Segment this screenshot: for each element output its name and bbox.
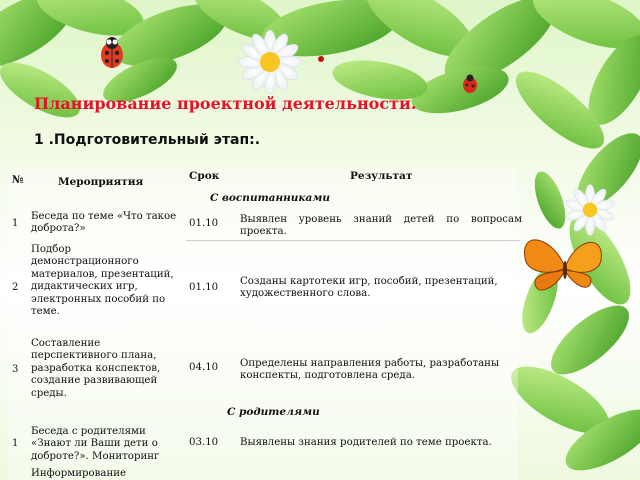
row-activity: Информирование: [31, 468, 127, 479]
row-term: 04.10: [189, 362, 219, 373]
row-num: 2: [12, 282, 19, 293]
header-result: Результат: [350, 170, 413, 182]
row-num: 1: [12, 218, 19, 229]
decorative-dot: [318, 56, 324, 62]
row-result: Определены направления работы, разработаны конспекты, подготовлена среда.: [240, 358, 500, 382]
row-result: Выявлены знания родителей по теме проекта.: [240, 437, 492, 448]
section-children: С воспитанниками: [210, 192, 330, 204]
header-activities: Мероприятия: [58, 176, 144, 188]
row-activity: Беседа по теме «Что такое доброта?»: [31, 211, 177, 235]
row-divider: [186, 240, 520, 241]
row-num: 3: [12, 364, 19, 375]
section-parents: С родителями: [227, 406, 320, 418]
row-activity: Составление перспективного плана, разработка конспектов, создание развивающей среды.: [31, 338, 161, 399]
row-term: 01.10: [189, 218, 219, 229]
row-term: 03.10: [189, 437, 219, 448]
header-num: №: [12, 174, 24, 186]
header-term: Срок: [189, 170, 220, 182]
row-num: 1: [12, 438, 19, 449]
stage-subtitle: 1 .Подготовительный этап:.: [34, 132, 261, 148]
row-term: 01.10: [189, 282, 219, 293]
butterfly-icon: [525, 240, 602, 290]
row-result: Выявлен уровень знаний детей по вопросам проекта.: [240, 214, 522, 238]
page-title: Планирование проектной деятельности.: [34, 94, 417, 113]
row-activity: Подбор демонстрационного материалов, презентаций, дидактических игр, электронных пособий по теме.: [31, 244, 174, 318]
row-activity: Беседа с родителями «Знают ли Ваши дети о доброте?». Мониторинг: [31, 426, 160, 462]
row-result: Созданы картотеки игр, пособий, презентаций, художественного слова.: [240, 276, 498, 300]
